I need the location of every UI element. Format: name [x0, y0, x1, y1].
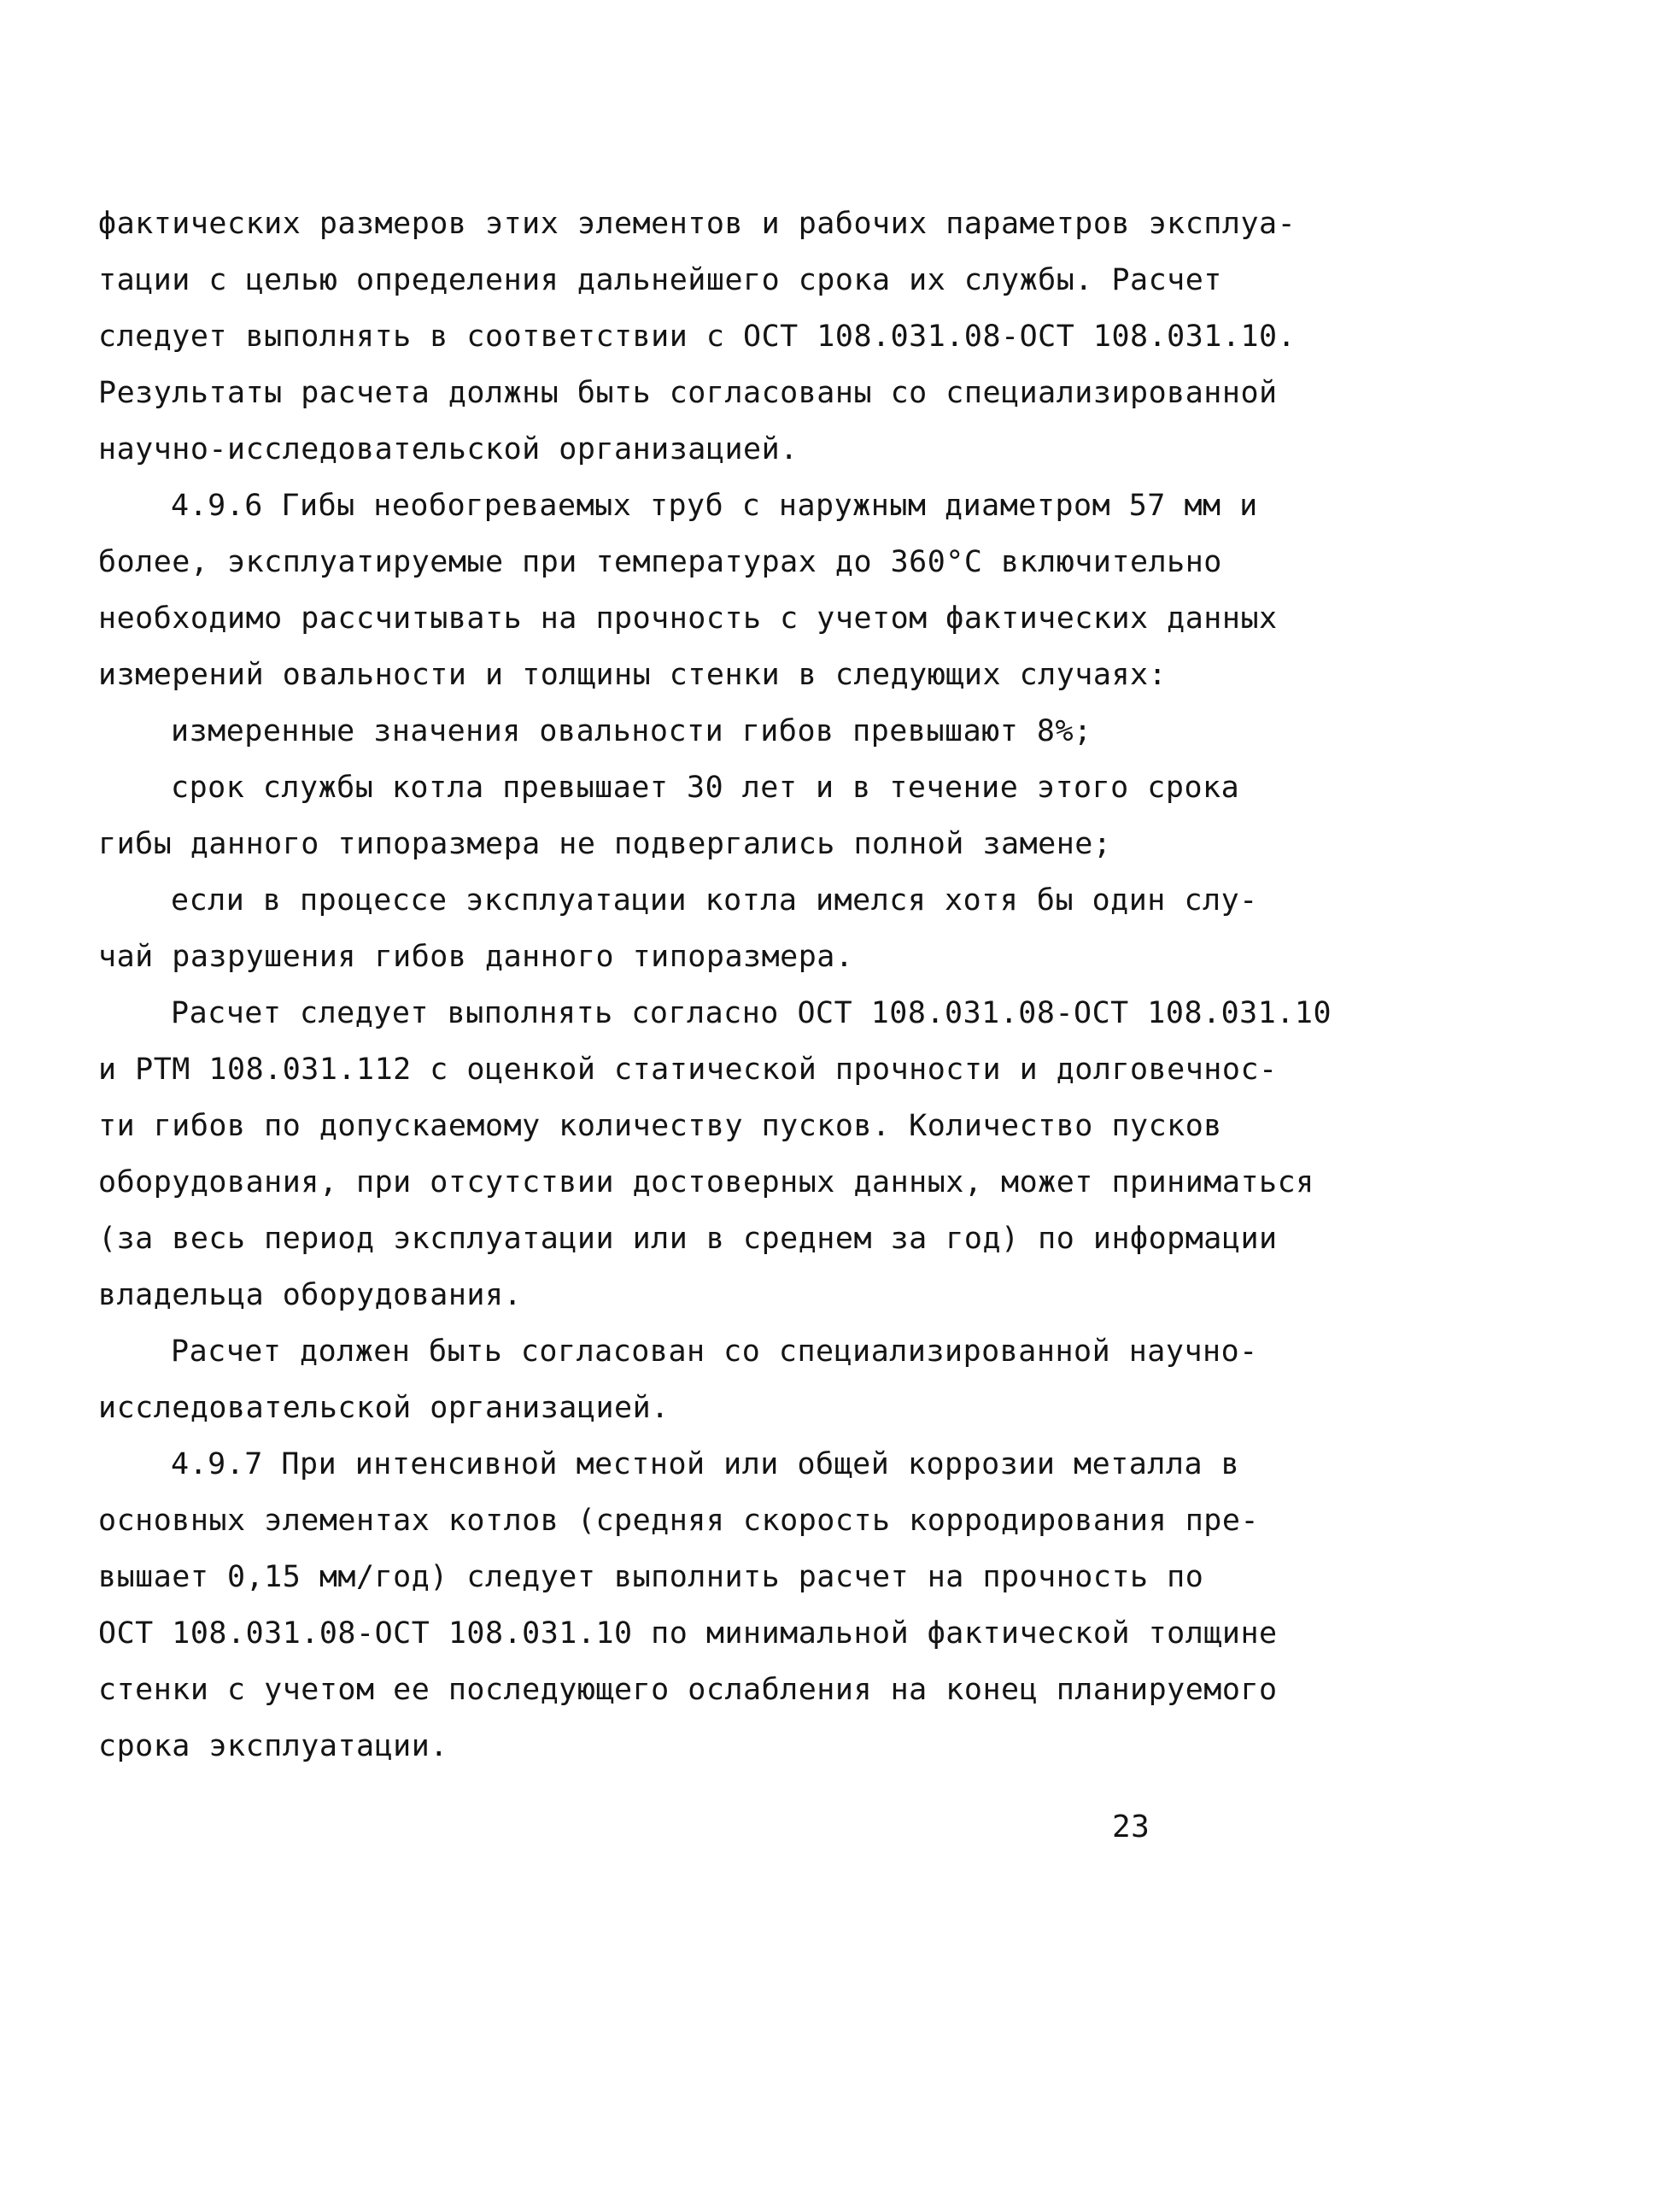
text-line: исследовательской организацией.	[98, 1391, 670, 1425]
list-item-line: измеренные значения овальности гибов превышают 8%;	[171, 714, 1092, 748]
text-line: необходимо рассчитывать на прочность с учетом фактических данных	[98, 601, 1278, 636]
text-line: срока эксплуатации.	[98, 1729, 448, 1763]
text-line: оборудования, при отсутствии достоверных данных, может приниматься	[98, 1165, 1314, 1199]
section-heading-line: 4.9.7 При интенсивной местной или общей коррозии металла в	[171, 1447, 1240, 1481]
text-line: (за весь период эксплуатации или в среднем за год) по информации	[98, 1222, 1278, 1256]
text-line: научно-исследовательской организацией.	[98, 432, 799, 466]
section-heading-line: 4.9.6 Гибы необогреваемых труб с наружным диаметром 57 мм и	[171, 489, 1258, 523]
page-number: 23	[1112, 1809, 1150, 1844]
text-line: владельца оборудования.	[98, 1278, 523, 1312]
paragraph-start-line: Расчет должен быть согласован со специализированной научно-	[171, 1334, 1258, 1369]
text-line: гибы данного типоразмера не подвергались полной замене;	[98, 827, 1112, 861]
text-line: ОСТ 108.031.08-ОСТ 108.031.10 по минимальной фактической толщине	[98, 1616, 1278, 1651]
text-line: основных элементах котлов (средняя скорость корродирования пре-	[98, 1504, 1260, 1538]
text-line: вышает 0,15 мм/год) следует выполнить расчет на прочность по	[98, 1560, 1204, 1594]
text-line: и РТМ 108.031.112 с оценкой статической прочности и долговечнос-	[98, 1053, 1278, 1087]
text-line: тации с целью определения дальнейшего срока их службы. Расчет	[98, 263, 1222, 297]
text-line: измерений овальности и толщины стенки в следующих случаях:	[98, 658, 1168, 692]
text-line: ти гибов по допускаемому количеству пусков. Количество пусков	[98, 1109, 1222, 1143]
text-line: стенки с учетом ее последующего ослабления на конец планируемого	[98, 1673, 1278, 1707]
list-item-line: если в процессе эксплуатации котла имелся хотя бы один слу-	[171, 883, 1258, 918]
text-line: более, эксплуатируемые при температурах до 360°С включительно	[98, 545, 1222, 579]
text-line: Результаты расчета должны быть согласованы со специализированной	[98, 376, 1278, 410]
list-item-line: срок службы котла превышает 30 лет и в течение этого срока	[171, 771, 1240, 805]
text-line: фактических размеров этих элементов и рабочих параметров эксплуа-	[98, 207, 1297, 241]
text-line: чай разрушения гибов данного типоразмера.	[98, 940, 854, 974]
text-line: следует выполнять в соответствии с ОСТ 108.031.08-ОСТ 108.031.10.	[98, 320, 1297, 354]
paragraph-start-line: Расчет следует выполнять согласно ОСТ 108.031.08-ОСТ 108.031.10	[171, 996, 1332, 1030]
